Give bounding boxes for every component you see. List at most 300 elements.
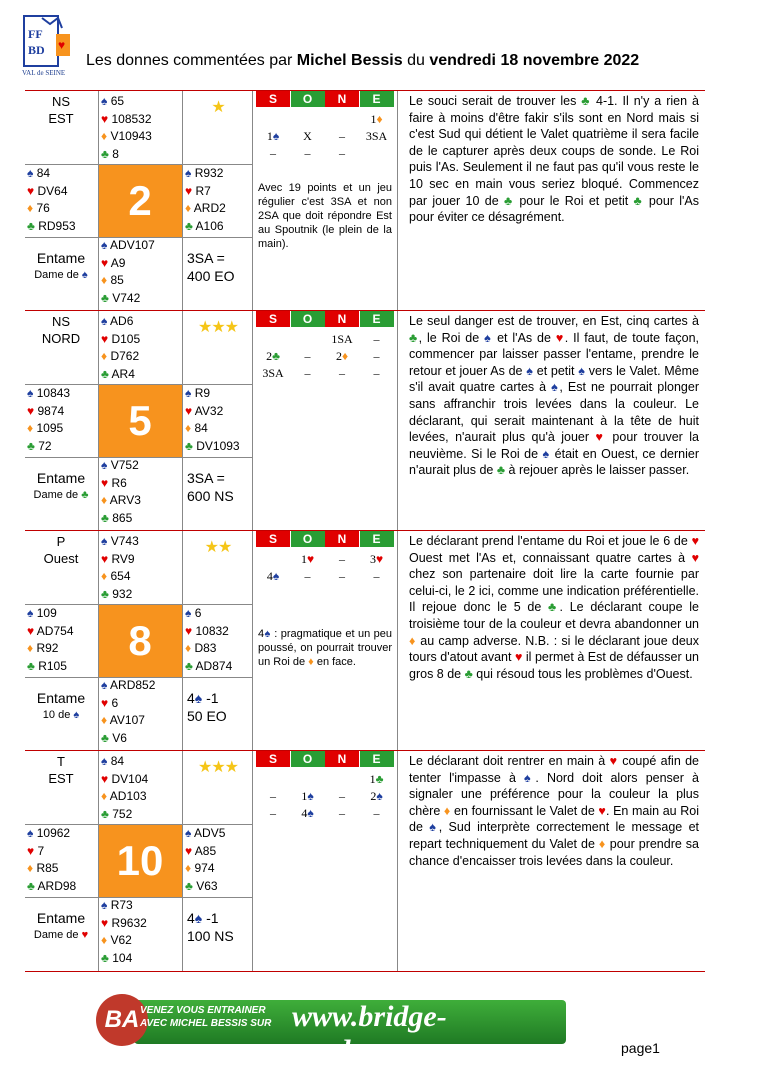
suit-line	[27, 420, 97, 438]
suit-line	[185, 860, 251, 878]
opening-lead-label: Entame	[36, 690, 86, 706]
suit-line	[185, 218, 251, 236]
bid-cell: –	[270, 806, 276, 820]
heart-icon: ♥	[101, 255, 111, 270]
grid-line	[252, 531, 253, 751]
opening-lead-card: Dame de ♥	[33, 929, 89, 941]
suit-line	[101, 677, 181, 695]
bid-cell: –	[373, 349, 380, 363]
cards: R932	[194, 166, 224, 180]
suit-line	[27, 165, 97, 183]
deal-info	[25, 311, 97, 385]
heart-icon: ♥	[27, 623, 37, 638]
hand-south	[101, 237, 181, 307]
score: 50 EO	[187, 708, 227, 724]
diamond-icon: ♦	[185, 641, 195, 655]
cards: DV64	[37, 183, 68, 198]
cards: 10843	[36, 386, 71, 400]
bid-header-o: O	[291, 91, 325, 107]
cards: 752	[112, 806, 133, 821]
bidding-comment: Avec 19 points et un jeu régulier c'est 3SA et non 2SA que doit répondre Est au Spoutnik (le plein de la main).	[258, 182, 392, 250]
score: 400 EO	[187, 268, 235, 284]
dealer: EST	[48, 111, 74, 126]
suit-line	[27, 878, 97, 896]
cards: DV104	[111, 771, 149, 786]
difficulty-stars: ★★	[204, 539, 232, 556]
opening-lead-label: Entame	[36, 470, 86, 486]
spade-icon: ♠	[27, 166, 37, 180]
cards: 72	[38, 438, 52, 453]
bid-cell: 4♠	[266, 569, 280, 583]
dealer: EST	[48, 771, 74, 786]
grid-line	[25, 237, 252, 238]
grid-line	[98, 91, 99, 311]
diamond-icon: ♦	[101, 349, 111, 363]
club-icon: ♣	[27, 218, 39, 233]
bid-cell: –	[339, 146, 345, 160]
suit-line	[185, 843, 251, 861]
bid-cell: –	[339, 129, 345, 143]
bid-header-s: S	[256, 751, 290, 767]
deal-commentary: Le seul danger est de trouver, en Est, cinq cartes à ♣, le Roi de ♠ et l'As de ♥. Il faut, de toute façon, commencer par laisser passer l'entame, prendre le retour et jouer As de ♠ et petit ♠ vers le Valet. Même s'il avait quatre cartes à ♠, Est ne pourrait plonger sans affranchir trois levées dans la couleur. Le déclarant, qui serait maintenant à la tête de huit levées, n'aurait plus qu'à jouer ♥ pour trouver la neuvième. Si le Roi de ♠ était en Ouest, ce dernier n'aurait plus de ♣ à rejouer après le laisser passer.	[409, 314, 700, 478]
suit-line	[185, 183, 251, 201]
diamond-icon: ♦	[185, 861, 195, 875]
banner-tagline: VENEZ VOUS ENTRAINER AVEC MICHEL BESSIS SUR	[140, 1005, 272, 1029]
spade-icon: ♠	[101, 238, 111, 252]
bid-cell: 1♠	[266, 129, 280, 143]
cards: AD103	[109, 789, 147, 803]
suit-line	[101, 730, 181, 748]
suit-line	[101, 932, 181, 950]
opening-lead-label: Entame	[36, 910, 86, 926]
club-icon: ♣	[101, 950, 113, 965]
cards: ARD852	[110, 678, 156, 692]
difficulty-stars: ★★★	[197, 319, 239, 336]
heart-icon: ♥	[185, 183, 196, 198]
spade-icon: ♠	[185, 166, 195, 180]
cards: 654	[110, 569, 131, 583]
diamond-icon: ♦	[101, 569, 111, 583]
heart-icon: ♥	[185, 403, 195, 418]
hand-south	[101, 677, 181, 747]
club-icon: ♣	[101, 586, 113, 601]
heart-icon: ♥	[27, 843, 38, 858]
bid-cell: 3SA	[365, 129, 388, 143]
difficulty-stars: ★	[211, 99, 225, 116]
hand-east	[185, 825, 251, 895]
author-name: Michel Bessis	[296, 52, 403, 69]
contract-result	[187, 249, 251, 285]
bidding-comment: 4♠ : pragmatique et un peu poussé, on pourrait trouver un Roi de ♦ en face.	[258, 628, 393, 668]
suit-line	[27, 218, 97, 236]
diamond-icon: ♦	[101, 713, 110, 727]
bid-header-s: S	[256, 531, 290, 547]
suit-line	[27, 843, 97, 861]
grid-line	[182, 531, 183, 751]
suit-line	[101, 290, 181, 308]
cards: A9	[110, 255, 126, 270]
deal-commentary: Le déclarant prend l'entame du Roi et joue le 6 de ♥ Ouest met l'As et, connaissant quatre cartes à ♥ chez son partenaire doit lire la carte fournie par celui-ci, le 2 ici, comme une indication préférentielle. Il rejoue donc le 5 de ♣. Le déclarant coupe le troisième tour de la couleur et devra abandonner un ♦ au camp adverse. N.B. : si le déclarant joue deux tours d'atout avant ♥ il permet à Est de défausser un gros 8 de ♣ qui résoud tous les problèmes d'Ouest.	[409, 534, 700, 681]
heart-icon: ♥	[101, 771, 112, 786]
cards: AD6	[110, 314, 134, 328]
cards: ARV3	[109, 493, 141, 507]
bid-cell: –	[339, 569, 345, 583]
cards: 85	[110, 273, 124, 287]
suit-line	[101, 788, 181, 806]
difficulty-stars: ★★★	[197, 759, 239, 776]
cards: 84	[36, 166, 51, 180]
bid-cell: –	[304, 146, 311, 160]
score: 600 NS	[187, 488, 234, 504]
logo-graphic	[22, 14, 80, 70]
opening-lead	[25, 457, 97, 503]
bid-cell: –	[373, 569, 380, 583]
hand-west	[27, 385, 97, 455]
bid-cell	[256, 551, 290, 567]
deal-diagram	[25, 311, 252, 531]
suit-line	[101, 551, 181, 569]
bid-cell	[256, 331, 290, 347]
bid-cell	[325, 111, 359, 127]
suit-line	[185, 623, 251, 641]
bid-cell: –	[373, 366, 380, 380]
club-icon: ♣	[101, 146, 113, 161]
cards: V10943	[110, 129, 152, 143]
suit-line	[27, 623, 97, 641]
suit-line	[27, 385, 97, 403]
diamond-icon: ♦	[101, 273, 111, 287]
cards: ARD2	[193, 201, 226, 215]
cards: AR4	[111, 366, 135, 381]
hand-west	[27, 165, 97, 235]
heart-icon: ♥	[101, 551, 112, 566]
grid-line	[182, 91, 183, 311]
column-divider	[397, 91, 398, 311]
club-icon: ♣	[101, 806, 113, 821]
club-icon: ♣	[101, 730, 113, 745]
hand-east	[185, 385, 251, 455]
suit-line	[27, 403, 97, 421]
session-date: vendredi 18 novembre 2022	[429, 52, 640, 69]
suit-line	[185, 640, 251, 658]
grid-line	[25, 824, 252, 825]
heart-icon: ♥	[185, 623, 196, 638]
cards: AD754	[36, 623, 74, 638]
bid-cell	[291, 771, 325, 787]
hand-west	[27, 605, 97, 675]
cards: A106	[195, 218, 224, 233]
grid-line	[98, 311, 99, 531]
opening-lead-card: 10 de ♠	[42, 709, 80, 721]
cards: 108532	[111, 111, 152, 126]
contract-result	[187, 689, 251, 725]
bid-cell: –	[304, 569, 311, 583]
cards: 8	[112, 146, 119, 161]
heart-icon: ♥	[27, 403, 38, 418]
cards: 6	[111, 695, 119, 710]
suit-line	[101, 586, 181, 604]
spade-icon: ♠	[101, 314, 111, 328]
bid-cell: –	[339, 552, 345, 566]
cards: 974	[194, 861, 215, 875]
page-title: Les donnes commentées par Michel Bessis du vendredi 18 novembre 2022	[86, 52, 640, 69]
hand-north	[101, 313, 181, 383]
bid-header-o: O	[291, 751, 325, 767]
bid-cell: 1♠	[301, 789, 314, 803]
deal-number: 8	[98, 605, 182, 677]
cards: 84	[194, 421, 208, 435]
club-icon: ♣	[101, 290, 113, 305]
grid-line	[25, 897, 252, 898]
bid-header-e: E	[360, 531, 394, 547]
contract: 4♠ -1	[187, 690, 219, 706]
page-number: page1	[621, 1040, 660, 1056]
spade-icon: ♠	[101, 898, 111, 912]
cards: R73	[110, 898, 133, 912]
suit-line	[185, 385, 251, 403]
club-icon: ♣	[185, 878, 197, 893]
ffb-logo	[22, 14, 80, 78]
cards: ADV5	[194, 826, 226, 840]
svg-text:FF: FF	[28, 27, 43, 41]
bid-cell	[325, 771, 359, 787]
diamond-icon: ♦	[27, 201, 37, 215]
bid-cell: X	[303, 129, 312, 143]
diamond-icon: ♦	[185, 421, 195, 435]
grid-line	[25, 457, 252, 458]
spade-icon: ♠	[101, 94, 111, 108]
suit-line	[185, 605, 251, 623]
cards: 932	[112, 586, 133, 601]
diamond-icon: ♦	[101, 493, 110, 507]
bid-cell: 4♠	[301, 806, 314, 820]
suit-line	[101, 950, 181, 968]
grid-line	[98, 531, 99, 751]
deal-number: 2	[98, 165, 182, 237]
suit-line	[101, 915, 181, 933]
cards: D762	[110, 349, 140, 363]
suit-line	[101, 492, 181, 510]
bid-cell: 1♥	[300, 552, 315, 566]
bid-header-o: O	[291, 311, 325, 327]
cards: DV1093	[196, 438, 240, 453]
vulnerability: T	[57, 754, 65, 769]
deal-info	[25, 91, 97, 165]
club-icon: ♣	[185, 438, 197, 453]
spade-icon: ♠	[101, 678, 111, 692]
deal-commentary: Le déclarant doit rentrer en main à ♥ coupé afin de tenter l'impasse à ♠. Nord doit alors penser à signaler une préférence pour la couleur la plus chère ♦ en fournissant le Valet de ♥. En main au Roi de ♠, Sud interprète correctement le message et repart techniquement du Valet de ♦ pour prendre sa chance d'encaisser trois levées dans la couleur.	[409, 754, 700, 868]
grid-line	[98, 751, 99, 971]
suit-line	[101, 237, 181, 255]
suit-line	[101, 695, 181, 713]
cards: AV107	[109, 713, 145, 727]
bid-cell: 1♣	[369, 772, 384, 786]
club-icon: ♣	[185, 658, 196, 673]
bid-cell	[291, 331, 325, 347]
opening-lead	[25, 897, 97, 943]
bid-cell: 2♣	[266, 349, 280, 363]
bid-header-s: S	[256, 91, 290, 107]
bid-cell: 2♠	[370, 789, 383, 803]
cards: V6	[112, 730, 127, 745]
diamond-icon: ♦	[185, 201, 194, 215]
grid-line	[182, 751, 183, 971]
cards: 109	[36, 606, 57, 620]
cards: 1095	[36, 421, 64, 435]
suit-line	[101, 93, 181, 111]
spade-icon: ♠	[27, 386, 37, 400]
cards: 865	[112, 510, 133, 525]
bid-cell: –	[339, 366, 345, 380]
suit-line	[101, 568, 181, 586]
heart-icon: ♥	[27, 183, 38, 198]
hand-east	[185, 165, 251, 235]
contract: 3SA =	[187, 470, 225, 486]
spade-icon: ♠	[185, 386, 195, 400]
grid-line	[25, 164, 252, 165]
cards: ARD98	[37, 878, 77, 893]
cards: R7	[195, 183, 211, 198]
spade-icon: ♠	[27, 606, 37, 620]
footer-banner[interactable]	[96, 992, 566, 1067]
spade-icon: ♠	[101, 754, 111, 768]
hand-north	[101, 533, 181, 603]
bid-cell: 2♦	[335, 349, 349, 363]
bid-cell: –	[304, 349, 311, 363]
cards: 9874	[37, 403, 65, 418]
bid-cell: 3♥	[369, 552, 384, 566]
grid-line	[252, 311, 253, 531]
deal-block	[25, 530, 705, 751]
opening-lead-card: Dame de ♣	[33, 489, 89, 501]
cards: R9	[194, 386, 211, 400]
bid-cell	[360, 145, 394, 161]
cards: 7	[37, 843, 45, 858]
hand-east	[185, 605, 251, 675]
suit-line	[101, 475, 181, 493]
cards: ADV107	[110, 238, 155, 252]
heart-icon: ♥	[185, 843, 195, 858]
bid-header-s: S	[256, 311, 290, 327]
cards: RV9	[111, 551, 135, 566]
club-icon: ♣	[185, 218, 196, 233]
hand-south	[101, 457, 181, 527]
suit-line	[101, 348, 181, 366]
bid-cell: –	[373, 332, 380, 346]
opening-lead-label: Entame	[36, 250, 86, 266]
cards: V62	[110, 933, 132, 947]
bid-cell: –	[339, 789, 345, 803]
deal-block	[25, 750, 705, 972]
bid-header-e: E	[360, 311, 394, 327]
cards: A85	[194, 843, 217, 858]
cards: AD874	[195, 658, 233, 673]
diamond-icon: ♦	[27, 641, 37, 655]
heart-icon: ♥	[101, 695, 112, 710]
suit-line	[27, 640, 97, 658]
suit-line	[101, 146, 181, 164]
cards: R85	[36, 861, 59, 875]
diamond-icon: ♦	[101, 129, 111, 143]
hand-south	[101, 897, 181, 967]
suit-line	[185, 420, 251, 438]
deal-number: 10	[98, 825, 182, 897]
suit-line	[101, 366, 181, 384]
club-icon: ♣	[27, 878, 38, 893]
contract-result	[187, 469, 251, 505]
suit-line	[27, 183, 97, 201]
cards: RD953	[38, 218, 76, 233]
suit-line	[101, 712, 181, 730]
suit-line	[101, 128, 181, 146]
suit-line	[27, 860, 97, 878]
bid-header-e: E	[360, 751, 394, 767]
bid-cell: –	[373, 806, 380, 820]
vulnerability: P	[56, 534, 66, 549]
cards: R105	[38, 658, 67, 673]
spade-icon: ♠	[185, 826, 195, 840]
suit-line	[101, 806, 181, 824]
grid-line	[252, 751, 253, 971]
cards: V752	[110, 458, 139, 472]
cards: 6	[194, 606, 202, 620]
bid-cell	[256, 771, 290, 787]
heart-icon: ♥	[101, 475, 112, 490]
deal-block	[25, 90, 705, 311]
column-divider	[397, 311, 398, 531]
cards: D105	[111, 331, 141, 346]
grid-line	[252, 91, 253, 311]
suit-line	[101, 533, 181, 551]
bid-cell	[256, 111, 290, 127]
bid-header-n: N	[325, 531, 359, 547]
cards: 65	[110, 94, 125, 108]
suit-line	[101, 457, 181, 475]
cards: V63	[196, 878, 218, 893]
contract: 3SA =	[187, 250, 225, 266]
deal-info	[25, 531, 97, 605]
opening-lead-card: Dame de ♠	[34, 269, 88, 281]
spade-icon: ♠	[101, 534, 111, 548]
suit-line	[185, 438, 251, 456]
score: 100 NS	[187, 928, 234, 944]
column-divider	[397, 531, 398, 751]
cards: R9632	[111, 915, 147, 930]
spade-icon: ♠	[185, 606, 195, 620]
suit-line	[101, 272, 181, 290]
vulnerability: NS	[51, 314, 71, 329]
deal-block	[25, 310, 705, 531]
banner-url[interactable]: www.bridge-academy.com	[292, 1000, 447, 1067]
suit-line	[185, 825, 251, 843]
cards: R6	[111, 475, 127, 490]
cards: R92	[36, 641, 59, 655]
deal-info	[25, 751, 97, 825]
cards: 10962	[36, 826, 71, 840]
dealer: Ouest	[43, 551, 79, 566]
heart-icon: ♥	[101, 331, 112, 346]
bid-cell: –	[270, 146, 276, 160]
suit-line	[27, 825, 97, 843]
suit-line	[27, 658, 97, 676]
bid-cell: –	[304, 366, 311, 380]
cards: V743	[110, 534, 139, 548]
suit-line	[101, 255, 181, 273]
contract-result	[187, 909, 251, 945]
suit-line	[101, 331, 181, 349]
suit-line	[101, 510, 181, 528]
club-icon: ♣	[101, 510, 113, 525]
